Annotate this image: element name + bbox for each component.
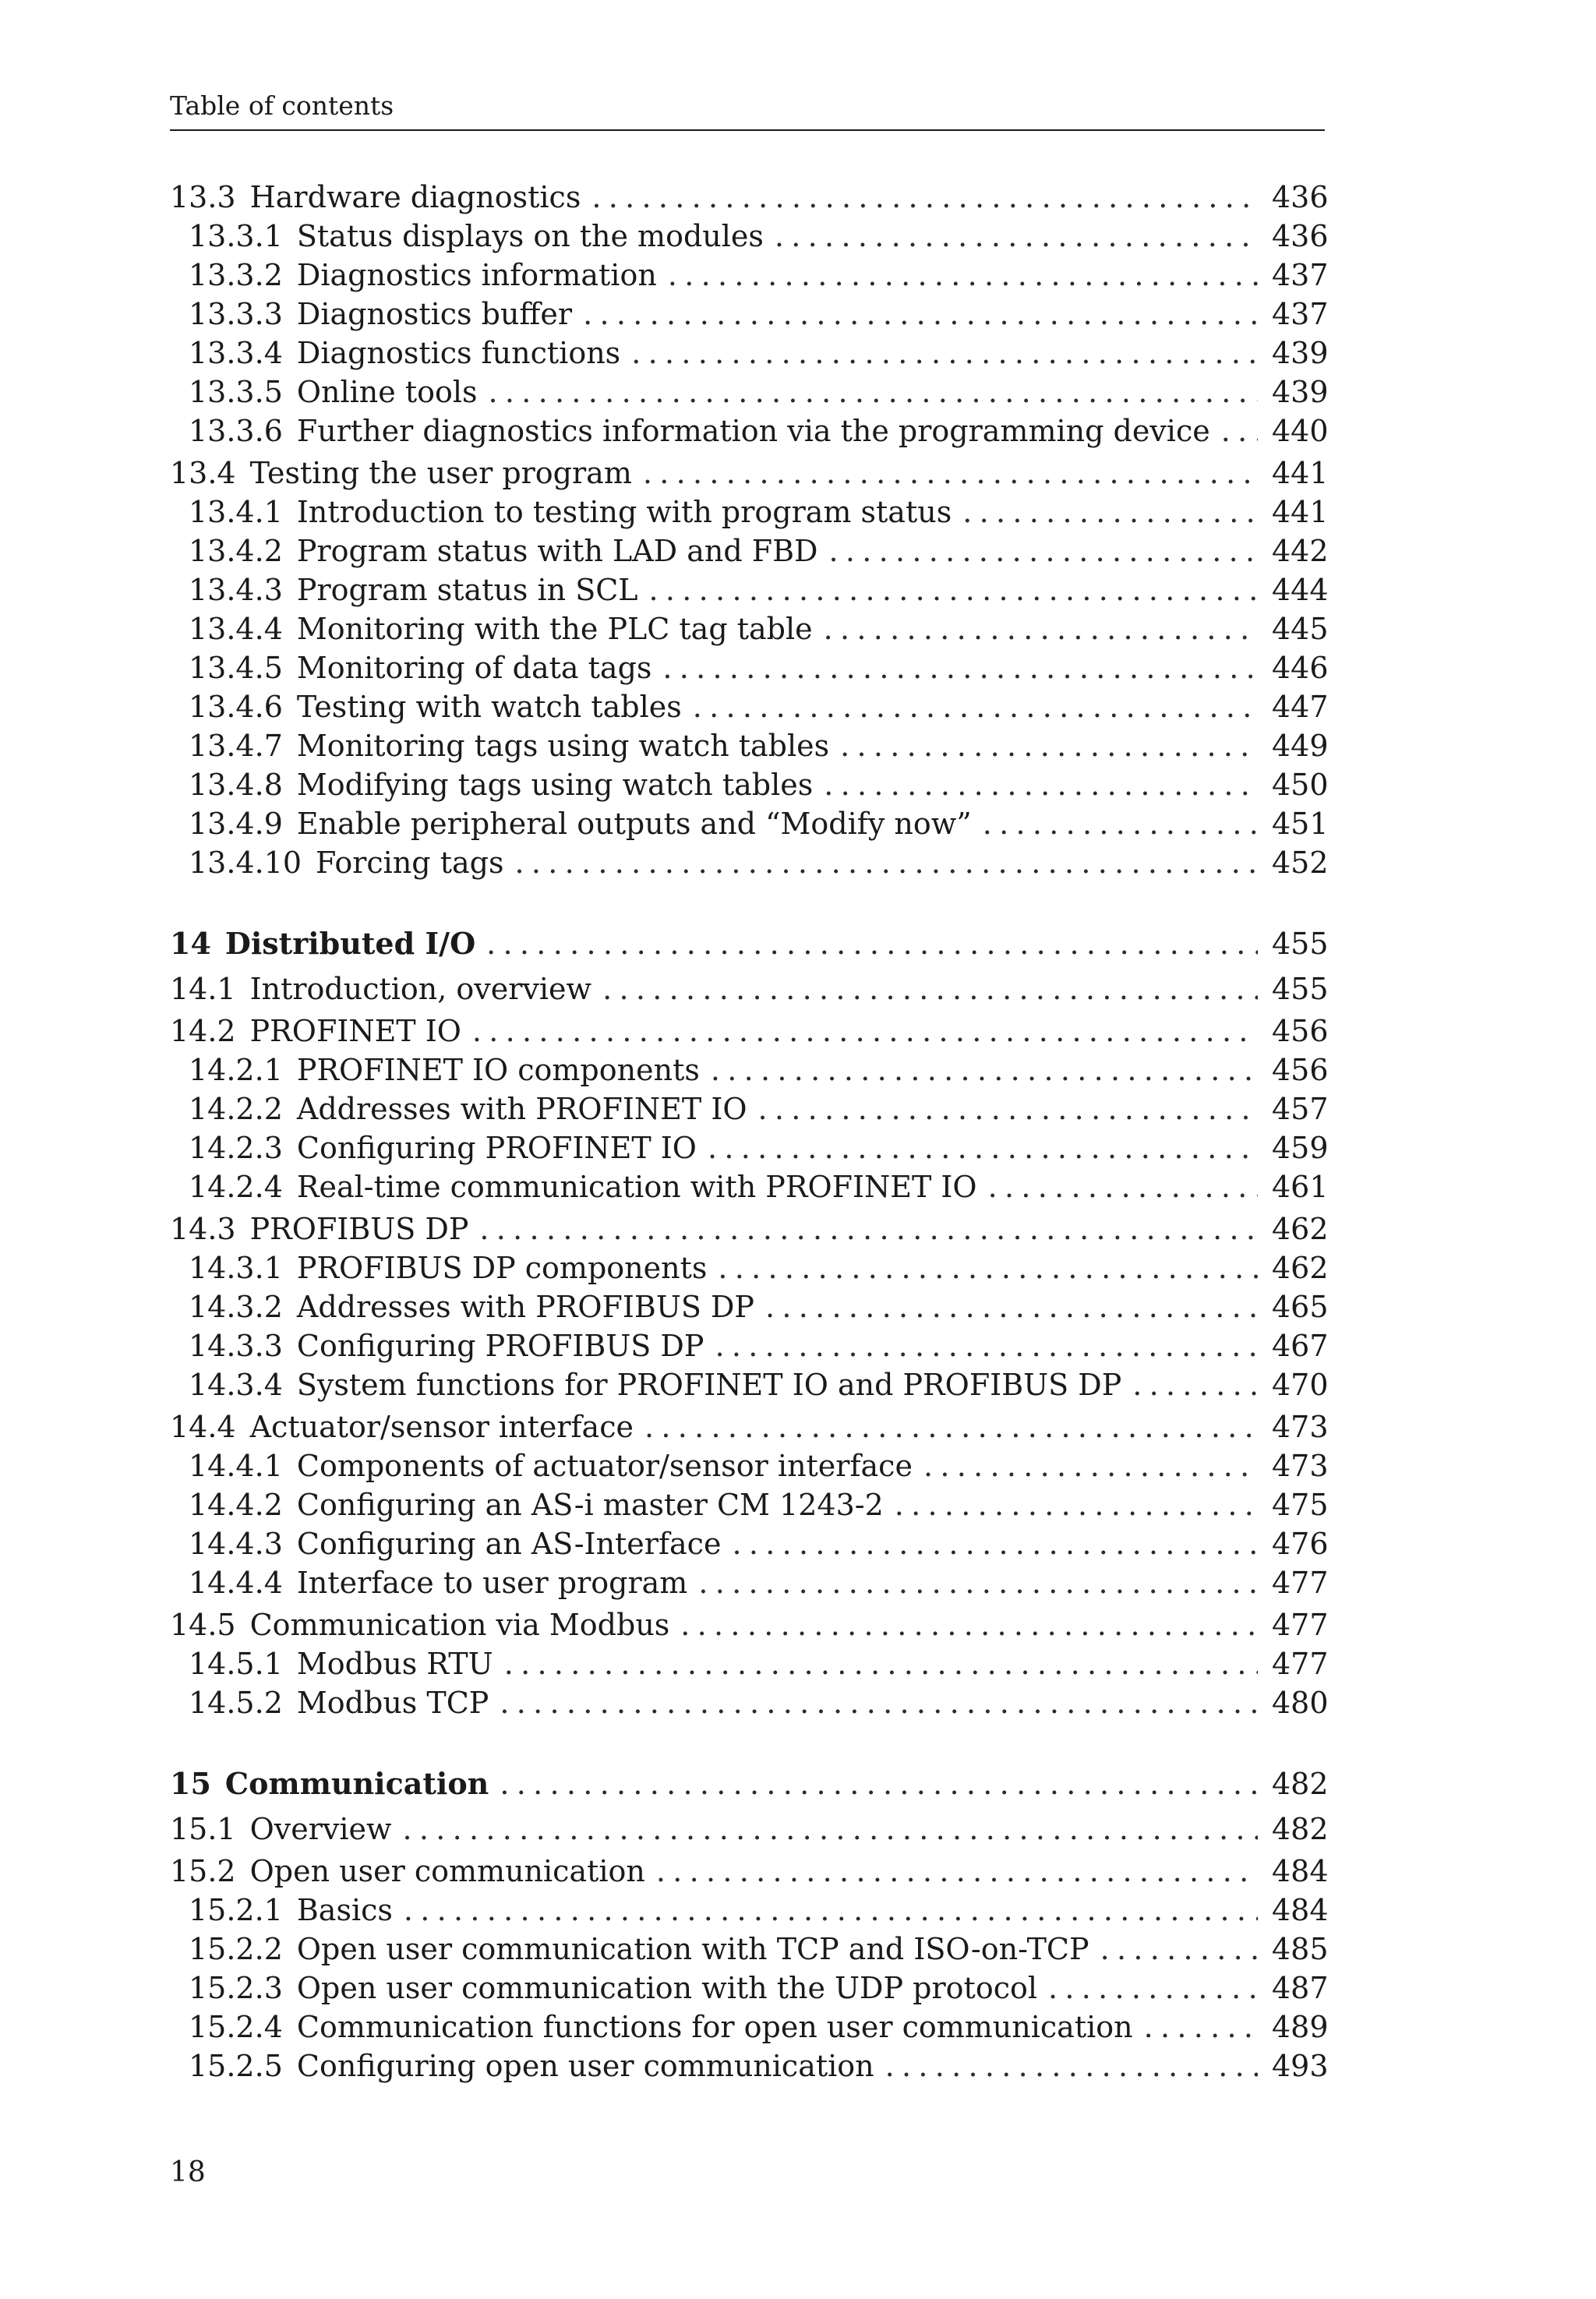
dot-leader [923, 1446, 1258, 1485]
toc-entry-number: 13.4.9 [189, 807, 283, 841]
toc-entry-number: 13.3.4 [189, 336, 283, 370]
dot-leader [1048, 1969, 1258, 2008]
toc-entry-title: Forcing tags [316, 846, 504, 880]
toc-entry-title: Configuring PROFINET IO [296, 1131, 697, 1165]
dot-leader [591, 178, 1258, 217]
dot-leader [708, 1128, 1258, 1167]
dot-leader [602, 969, 1258, 1008]
toc-entry-page: 475 [1272, 1488, 1329, 1522]
toc-entry-title: Configuring open user communication [296, 2049, 874, 2083]
toc-entry-number: 14.2 [170, 1014, 236, 1048]
toc-entry-number: 13.3.5 [189, 375, 283, 409]
toc-entry[interactable] [170, 843, 1329, 882]
toc-entry-page: 482 [1272, 1767, 1329, 1801]
toc-entry-page: 485 [1272, 1932, 1329, 1966]
toc-entry-title: Configuring PROFIBUS DP [296, 1329, 704, 1363]
dot-leader [500, 1764, 1258, 1803]
toc-entry-title: Modbus RTU [296, 1647, 493, 1681]
dot-leader [668, 256, 1258, 295]
toc-entry-page: 480 [1272, 1686, 1329, 1720]
dot-leader [479, 1210, 1258, 1248]
toc-entry-page: 484 [1272, 1854, 1329, 1888]
toc-entry-title: Introduction, overview [249, 972, 592, 1006]
toc-entry-page: 439 [1272, 375, 1329, 409]
toc-entry-title: Actuator/sensor interface [249, 1410, 634, 1444]
toc-entry-page: 450 [1272, 768, 1329, 802]
toc-entry-page: 462 [1272, 1212, 1329, 1246]
toc-entry[interactable] [170, 1969, 1329, 2008]
toc-entry[interactable] [170, 1605, 1329, 1644]
dot-leader [662, 648, 1258, 687]
toc-entry-page: 447 [1272, 690, 1329, 724]
toc-entry-number: 13.4 [170, 456, 236, 490]
dot-leader [824, 609, 1258, 648]
toc-entry[interactable] [170, 217, 1329, 256]
toc-entry[interactable] [170, 531, 1329, 570]
toc-entry-number: 13.4.6 [189, 690, 283, 724]
dot-leader [504, 1644, 1258, 1683]
toc-entry[interactable] [170, 1210, 1329, 1248]
toc-entry-number: 13.4.2 [189, 534, 283, 568]
toc-entry-title: PROFINET IO [249, 1014, 461, 1048]
toc-entry[interactable] [170, 1485, 1329, 1524]
dot-leader [895, 1485, 1258, 1524]
toc-entry-page: 451 [1272, 807, 1329, 841]
toc-entry-number: 13.3 [170, 180, 236, 214]
toc-entry-title: Communication [224, 1766, 489, 1801]
toc-entry-page: 436 [1272, 180, 1329, 214]
toc-entry[interactable] [170, 411, 1329, 450]
toc-entry-title: PROFINET IO components [296, 1053, 700, 1087]
toc-entry-number: 15.2.2 [189, 1932, 283, 1966]
toc-entry-number: 15.2.4 [189, 2010, 283, 2044]
toc-entry-number: 13.4.5 [189, 651, 283, 685]
running-head: Table of contents [170, 89, 1325, 131]
toc-entry-title: Addresses with PROFINET IO [296, 1092, 747, 1126]
toc-entry-number: 14.4.1 [189, 1449, 283, 1483]
toc-entry-page: 484 [1272, 1893, 1329, 1927]
toc-entry-number: 14.5.2 [189, 1686, 283, 1720]
toc-entry-title: Basics [296, 1893, 393, 1927]
toc-entry-number: 15.1 [170, 1812, 236, 1846]
toc-entry-number: 15.2.1 [189, 1893, 283, 1927]
toc-entry-title: Overview [249, 1812, 392, 1846]
dot-leader [649, 570, 1258, 609]
toc-entry[interactable] [170, 1524, 1329, 1563]
dot-leader [840, 726, 1258, 765]
toc-entry-page: 493 [1272, 2049, 1329, 2083]
page-number: 18 [170, 2156, 206, 2188]
toc-entry-page: 449 [1272, 729, 1329, 763]
toc-entry-title: Components of actuator/sensor interface [296, 1449, 913, 1483]
toc-entry-number: 14.3.4 [189, 1368, 283, 1402]
toc-entry-page: 455 [1272, 927, 1329, 961]
toc-entry-page: 437 [1272, 258, 1329, 292]
toc-entry-number: 14.3.3 [189, 1329, 283, 1363]
toc-entry-title: Interface to user program [296, 1566, 688, 1600]
dot-leader [643, 454, 1258, 493]
toc-entry-page: 444 [1272, 573, 1329, 607]
toc-entry-page: 446 [1272, 651, 1329, 685]
toc-entry-title: Diagnostics buffer [296, 297, 573, 331]
dot-leader [775, 217, 1258, 256]
toc-entry-title: System functions for PROFINET IO and PROFIBUS DP [296, 1368, 1122, 1402]
toc-entry[interactable] [170, 609, 1329, 648]
toc-entry-number: 14.3 [170, 1212, 236, 1246]
toc-entry-title: Addresses with PROFIBUS DP [296, 1290, 755, 1324]
toc-entry-title: Program status with LAD and FBD [296, 534, 818, 568]
toc-entry[interactable] [170, 1012, 1329, 1051]
toc-entry-number: 15.2.3 [189, 1971, 283, 2005]
toc-entry-page: 459 [1272, 1131, 1329, 1165]
toc-entry-page: 482 [1272, 1812, 1329, 1846]
toc-entry-title: PROFIBUS DP components [296, 1251, 708, 1285]
toc-entry[interactable] [170, 1407, 1329, 1446]
toc-entry-page: 476 [1272, 1527, 1329, 1561]
toc-entry-number: 14.5.1 [189, 1647, 283, 1681]
toc-entry-page: 489 [1272, 2010, 1329, 2044]
toc-entry-title: Testing the user program [249, 456, 632, 490]
dot-leader [988, 1167, 1258, 1206]
dot-leader [698, 1563, 1258, 1602]
toc-entry-page: 465 [1272, 1290, 1329, 1324]
toc-entry-page: 456 [1272, 1053, 1329, 1087]
toc-entry-page: 461 [1272, 1170, 1329, 1204]
toc-entry-number: 13.4.7 [189, 729, 283, 763]
toc-entry[interactable] [170, 1167, 1329, 1206]
dot-leader [514, 843, 1258, 882]
toc-entry-title: Diagnostics information [296, 258, 657, 292]
toc-entry[interactable] [170, 1089, 1329, 1128]
toc-entry-number: 13.3.2 [189, 258, 283, 292]
toc-chapter-entry[interactable] [170, 1764, 1329, 1803]
toc-entry[interactable] [170, 1810, 1329, 1849]
toc-entry[interactable] [170, 2008, 1329, 2046]
toc-entry[interactable] [170, 1287, 1329, 1326]
toc-entry-number: 14.4.2 [189, 1488, 283, 1522]
toc-entry[interactable] [170, 373, 1329, 411]
dot-leader [693, 687, 1258, 726]
toc-entry[interactable] [170, 648, 1329, 687]
toc-entry-title: Open user communication with TCP and ISO-on-TCP [296, 1932, 1089, 1966]
dot-leader [486, 924, 1258, 963]
toc-entry-page: 456 [1272, 1014, 1329, 1048]
toc-entry-number: 14.2.4 [189, 1170, 283, 1204]
toc-entry[interactable] [170, 454, 1329, 493]
toc-entry-page: 477 [1272, 1566, 1329, 1600]
toc-entry-page: 467 [1272, 1329, 1329, 1363]
toc-entry-title: Communication via Modbus [249, 1608, 670, 1642]
toc-entry[interactable] [170, 1446, 1329, 1485]
toc-entry-number: 14.3.1 [189, 1251, 283, 1285]
toc-entry-page: 457 [1272, 1092, 1329, 1126]
toc-entry-page: 437 [1272, 297, 1329, 331]
toc-entry-number: 13.4.4 [189, 612, 283, 646]
toc-entry[interactable] [170, 687, 1329, 726]
toc-entry-number: 14.2.1 [189, 1053, 283, 1087]
toc-entry[interactable] [170, 726, 1329, 765]
dot-leader [404, 1891, 1258, 1930]
toc-entry-page: 452 [1272, 846, 1329, 880]
toc-entry-page: 477 [1272, 1608, 1329, 1642]
toc-entry-page: 442 [1272, 534, 1329, 568]
toc-entry-page: 441 [1272, 495, 1329, 529]
toc-entry[interactable] [170, 1051, 1329, 1089]
dot-leader [824, 765, 1258, 804]
toc-entry-page: 477 [1272, 1647, 1329, 1681]
toc-entry-number: 15 [170, 1766, 211, 1801]
toc-entry-title: Program status in SCL [296, 573, 638, 607]
toc-entry[interactable] [170, 1248, 1329, 1287]
toc-entry-title: Online tools [296, 375, 478, 409]
toc-entry-title: Configuring an AS-i master CM 1243-2 [296, 1488, 884, 1522]
toc-entry-title: Configuring an AS-Interface [296, 1527, 722, 1561]
toc-entry[interactable] [170, 1852, 1329, 1891]
toc-entry-page: 455 [1272, 972, 1329, 1006]
toc-entry-number: 13.4.3 [189, 573, 283, 607]
dot-leader [1132, 1365, 1258, 1404]
toc-entry-number: 13.3.6 [189, 414, 283, 448]
dot-leader [489, 373, 1258, 411]
toc-entry-title: Monitoring tags using watch tables [296, 729, 830, 763]
toc-entry-title: Open user communication [249, 1854, 645, 1888]
toc-entry[interactable] [170, 1326, 1329, 1365]
toc-entry-title: Enable peripheral outputs and “Modify now” [296, 807, 972, 841]
dot-leader [718, 1248, 1258, 1287]
toc-entry-page: 440 [1272, 414, 1329, 448]
dot-leader [500, 1683, 1258, 1722]
toc-entry[interactable] [170, 295, 1329, 334]
dot-leader [1221, 411, 1258, 450]
toc-entry[interactable] [170, 493, 1329, 531]
toc-entry-title: Monitoring with the PLC tag table [296, 612, 813, 646]
toc-entry-page: 436 [1272, 219, 1329, 253]
toc-entry[interactable] [170, 334, 1329, 373]
toc-entry-title: Modifying tags using watch tables [296, 768, 814, 802]
toc-entry-number: 14.4.4 [189, 1566, 283, 1600]
toc-entry-number: 13.4.1 [189, 495, 283, 529]
toc-entry[interactable] [170, 804, 1329, 843]
toc-entry-title: Communication functions for open user communication [296, 2010, 1133, 2044]
dot-leader [711, 1051, 1258, 1089]
toc-entry-title: Hardware diagnostics [249, 180, 581, 214]
toc-entry-title: Further diagnostics information via the programming device [296, 414, 1210, 448]
toc-entry-number: 13.4.8 [189, 768, 283, 802]
toc-entry-title: Testing with watch tables [296, 690, 682, 724]
toc-entry[interactable] [170, 178, 1329, 217]
dot-leader [656, 1852, 1258, 1891]
toc-entry[interactable] [170, 969, 1329, 1008]
toc-entry[interactable] [170, 2046, 1329, 2085]
toc-entry[interactable] [170, 1891, 1329, 1930]
toc-entry[interactable] [170, 570, 1329, 609]
dot-leader [885, 2046, 1258, 2085]
toc-entry-page: 473 [1272, 1449, 1329, 1483]
toc-entry-number: 13.3.3 [189, 297, 283, 331]
toc-entry[interactable] [170, 1365, 1329, 1404]
dot-leader [757, 1089, 1258, 1128]
dot-leader [403, 1810, 1258, 1849]
toc-entry-number: 13.3.1 [189, 219, 283, 253]
toc-entry-title: Open user communication with the UDP protocol [296, 1971, 1038, 2005]
dot-leader [732, 1524, 1258, 1563]
dot-leader [829, 531, 1258, 570]
toc-entry-title: PROFIBUS DP [249, 1212, 469, 1246]
toc-entry[interactable] [170, 1128, 1329, 1167]
toc-entry-number: 13.4.10 [189, 846, 302, 880]
toc-entry[interactable] [170, 1644, 1329, 1683]
dot-leader [715, 1326, 1258, 1365]
dot-leader [765, 1287, 1258, 1326]
toc-entry-page: 441 [1272, 456, 1329, 490]
dot-leader [472, 1012, 1258, 1051]
toc-entry-title: Introduction to testing with program status [296, 495, 952, 529]
toc-entry[interactable] [170, 765, 1329, 804]
dot-leader [680, 1605, 1258, 1644]
toc-entry-title: Status displays on the modules [296, 219, 764, 253]
toc-chapter-entry[interactable] [170, 924, 1329, 963]
toc-entry-title: Real-time communication with PROFINET IO [296, 1170, 977, 1204]
toc-entry[interactable] [170, 1683, 1329, 1722]
toc-entry-number: 14.1 [170, 972, 236, 1006]
dot-leader [1144, 2008, 1258, 2046]
toc-entry-page: 439 [1272, 336, 1329, 370]
toc-entry-page: 473 [1272, 1410, 1329, 1444]
toc-entry-number: 15.2.5 [189, 2049, 283, 2083]
toc-entry-page: 470 [1272, 1368, 1329, 1402]
toc-entry-number: 14.3.2 [189, 1290, 283, 1324]
toc-entry-title: Monitoring of data tags [296, 651, 652, 685]
toc-entry-page: 487 [1272, 1971, 1329, 2005]
dot-leader [583, 295, 1258, 334]
dot-leader [1100, 1930, 1258, 1969]
table-of-contents [170, 178, 1329, 2085]
toc-entry-number: 14.5 [170, 1608, 236, 1642]
toc-entry[interactable] [170, 1930, 1329, 1969]
toc-entry-page: 445 [1272, 612, 1329, 646]
toc-entry-title: Distributed I/O [224, 926, 476, 961]
toc-entry-number: 14.4.3 [189, 1527, 283, 1561]
toc-entry-page: 462 [1272, 1251, 1329, 1285]
dot-leader [962, 493, 1258, 531]
toc-entry[interactable] [170, 256, 1329, 295]
toc-entry-number: 14.4 [170, 1410, 236, 1444]
toc-entry-number: 15.2 [170, 1854, 236, 1888]
toc-entry-number: 14 [170, 926, 211, 961]
toc-entry-number: 14.2.3 [189, 1131, 283, 1165]
toc-entry-title: Diagnostics functions [296, 336, 621, 370]
toc-entry-number: 14.2.2 [189, 1092, 283, 1126]
toc-entry-title: Modbus TCP [296, 1686, 489, 1720]
dot-leader [644, 1407, 1258, 1446]
dot-leader [631, 334, 1258, 373]
toc-entry[interactable] [170, 1563, 1329, 1602]
dot-leader [983, 804, 1258, 843]
